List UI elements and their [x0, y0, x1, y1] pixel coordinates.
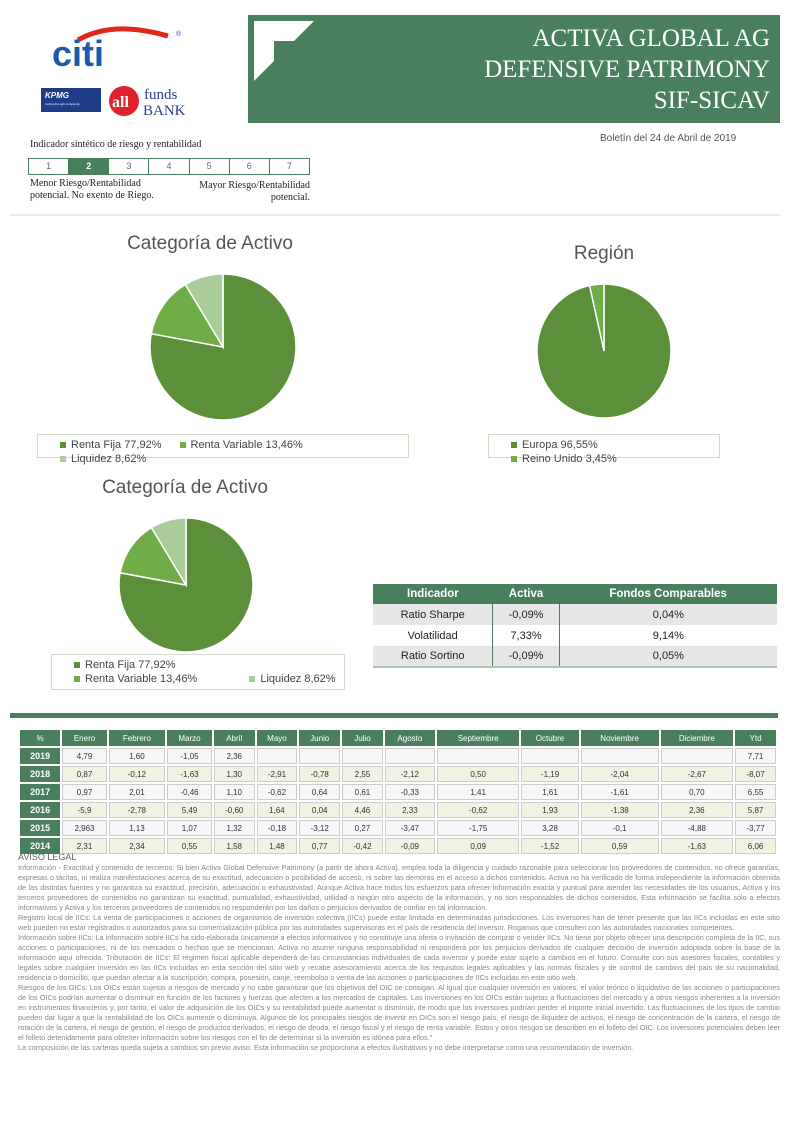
return-cell	[661, 748, 734, 764]
legal-title: AVISO LEGAL	[18, 852, 77, 862]
legend-label: Renta Variable 13,46%	[190, 439, 303, 451]
return-cell	[581, 748, 659, 764]
asset-category-legend	[37, 434, 409, 465]
return-cell: 5,87	[735, 802, 776, 818]
asset-category-pie	[148, 272, 298, 422]
separator-bar	[10, 713, 778, 718]
return-cell: 2,31	[62, 838, 106, 854]
legend-swatch	[74, 662, 80, 668]
legend-item-liquidez	[249, 673, 335, 685]
return-cell: 1,60	[109, 748, 165, 764]
return-cell: 2,33	[385, 802, 435, 818]
return-cell: 0,87	[62, 766, 106, 782]
chart-region-title: Región	[573, 243, 635, 264]
return-cell: -0,12	[109, 766, 165, 782]
return-cell	[342, 748, 383, 764]
ratio-name: Ratio Sharpe	[373, 604, 493, 625]
return-cell: -1,63	[167, 766, 212, 782]
return-cell: -5,9	[62, 802, 106, 818]
legend-item-renta-fija	[74, 659, 176, 671]
return-cell: -1,52	[521, 838, 578, 854]
legend-item-europa	[511, 439, 598, 451]
legend-label: Renta Fija 77,92%	[85, 659, 176, 671]
return-cell	[437, 748, 519, 764]
fund-title	[484, 23, 770, 116]
legend-swatch	[511, 442, 517, 448]
return-cell: 4,46	[342, 802, 383, 818]
header-month: Marzo	[167, 730, 212, 746]
return-cell: 1,64	[257, 802, 298, 818]
return-cell: 0,77	[299, 838, 340, 854]
legend-swatch	[180, 442, 186, 448]
return-cell: 1,13	[109, 820, 165, 836]
legend-item-liquidez	[60, 453, 146, 465]
year-cell: 2015	[20, 820, 60, 836]
legal-paragraph: Registro local de IICs: La venta de participaciones o acciones de organismos de inversión colectiva (IICs) puede estar limitada en determinadas jurisdicciones. Los inversores han de tener presente que las IICs incluidas en este sitio web pueden no estar registrados o autorizados para su comercialización pública por las autoridades supervisoras en el país de residencia del inversor. Rogamos que consulten con las autoridades nacionales competentes.	[18, 913, 780, 932]
ratios-table	[373, 584, 777, 668]
header-month: Enero	[62, 730, 106, 746]
return-cell: 1,61	[521, 784, 578, 800]
legend-label: Renta Variable 13,46%	[85, 673, 198, 685]
legend-swatch	[60, 456, 66, 462]
legend-swatch	[60, 442, 66, 448]
header-month: Ytd	[735, 730, 776, 746]
return-cell: 0,61	[342, 784, 383, 800]
risk-low-text	[30, 178, 154, 202]
return-cell: 1,41	[437, 784, 519, 800]
header-month: Octubre	[521, 730, 578, 746]
header-percent: %	[20, 730, 60, 746]
header-month: Febrero	[109, 730, 165, 746]
citi-logo	[48, 22, 188, 72]
year-cell: 2014	[20, 838, 60, 854]
legal-paragraph: Riesgos de los OICs: Los OICs están sujetos a riesgos de mercado y no cabe garantizar que los objetivos del OIC se consigan. Al igual que cualquier inversión en valores, el valor teórico o liquidativo de las acciones o participaciones de los OICs podrían aumentar o disminuir en función de los factores y fuerzas que afecten a los mercados de capitales. Las inversiones en los OICs están sujetas a fluctuaciones del mercado y a otros riesgos inherentes a la inversión en instrumentos financieros y, por tanto, el valor de adquisición de los OICs y su rentabilidad puede aumentar o disminuir, de modo que los inversores podrían perder el importe inicial invertido. Las fluctuaciones de los tipos de cambio pueden dar lugar a que la rentabilidad de los OICs aumente o disminuya. Algunos de los principales riesgos de invertir en OICs son el riesgo país, el riesgo de iliquidez de activos, el riesgo de concentración de la cartera, el riesgo de rotación de la cartera, el riesgo de gestión, el riesgo de productos derivados, el riesgo de deuda, el riesgo fiscal y el riesgo de renta variable. Estos y otros riesgos se describen en el folleto del OIC. Los inversores potenciales deben leer el folleto detenidamente para obtener información sobre los riesgos con el fin de determinar si la inversión es idónea para ellos."	[18, 983, 780, 1042]
year-cell: 2017	[20, 784, 60, 800]
return-cell: 2,963	[62, 820, 106, 836]
risk-high-text	[190, 180, 310, 204]
header-month: Abril	[214, 730, 255, 746]
title-line-2: DEFENSIVE PATRIMONY	[484, 56, 770, 83]
legal-paragraph: Información sobre IICs: La información sobre IICs ha sido elaborada únicamente a efectos informativos y no constituye una oferta o invitación de comprar o vender IICs. No tiene por objeto ofrecer una descripción completa de la IIC, sus acciones o participaciones, ni de los mercados o hechos que se mencionan. Activa no asume ninguna responsabilidad ni responderá por los perjuicios derivados de cualquier decisión de inversión adoptada sobre la base de la información aquí ofrecida. Tributación de IICs: El régimen fiscal aplicable dependerá de las circunstancias individuales de cada inversor y puede estar sujeto a cambios en el futuro. Consulte con sus asesores fiscales, contables y legales sobre cualquier inversión en las IICs incluidas en esta sección del sitio web y recabe asesoramiento acerca de los requisitos legales aplicables y las normas fiscales y de control de cambios del país de su nacionalidad, residencia o domicilio, que puedan afectar a la suscripción, compra, posesión, canje, reembolso o venta de las acciones o participaciones de IICs incluidas en este sitio web.	[18, 933, 780, 982]
ratio-activa: -0,09%	[493, 604, 559, 625]
ratio-name: Ratio Sortino	[373, 646, 493, 667]
header-month: Mayo	[257, 730, 298, 746]
ratio-name: Volatilidad	[407, 629, 458, 642]
ratio-activa: 7,33%	[493, 625, 559, 646]
risk-scale	[28, 158, 310, 175]
citi-wordmark: citi	[52, 33, 105, 72]
return-cell: -1,61	[581, 784, 659, 800]
return-cell: 0,59	[581, 838, 659, 854]
ratio-comparables: 0,05%	[559, 646, 777, 667]
return-cell: 7,71	[735, 748, 776, 764]
risk-indicator-label: Indicador sintético de riesgo y rentabilidad	[30, 139, 202, 150]
chart-asset-title-2: Categoría de Activo	[102, 477, 268, 498]
return-cell: -2,91	[257, 766, 298, 782]
table-row	[373, 604, 777, 625]
return-cell: 0,04	[299, 802, 340, 818]
kpmg-logo	[41, 88, 101, 112]
legend-label: Liquidez 8,62%	[260, 673, 336, 685]
header-banner	[248, 15, 780, 123]
return-cell: 0,09	[437, 838, 519, 854]
ratios-header-indicator: Indicador	[373, 584, 493, 604]
return-cell: 6,55	[735, 784, 776, 800]
legend-label: Liquidez 8,62%	[71, 453, 147, 465]
ratio-comparables: 9,14%	[559, 625, 777, 646]
return-cell	[257, 748, 298, 764]
return-cell: 2,36	[214, 748, 255, 764]
return-cell: -3,12	[299, 820, 340, 836]
return-cell: -0,78	[299, 766, 340, 782]
return-cell: 6,06	[735, 838, 776, 854]
ratio-comparables: 0,04%	[559, 604, 777, 625]
risk-level-4: 4	[149, 159, 189, 174]
risk-level-7: 7	[286, 161, 292, 171]
return-cell: -0,09	[385, 838, 435, 854]
return-cell: 1,30	[214, 766, 255, 782]
separator-top	[10, 214, 780, 216]
risk-high-line-2: potencial.	[270, 192, 310, 203]
table-row	[20, 802, 776, 818]
allfunds-all: all	[112, 94, 129, 111]
return-cell: -8,07	[735, 766, 776, 782]
return-cell: -1,63	[661, 838, 734, 854]
return-cell: -3,47	[385, 820, 435, 836]
corner-logo-icon	[254, 21, 314, 81]
bulletin-date: Boletín del 24 de Abril de 2019	[600, 133, 737, 144]
header-month: Diciembre	[661, 730, 734, 746]
return-cell: -0,62	[257, 784, 298, 800]
legend-item-renta-variable	[180, 439, 303, 451]
return-cell: -0,18	[257, 820, 298, 836]
return-cell: 0,64	[299, 784, 340, 800]
return-cell: 0,97	[62, 784, 106, 800]
return-cell: -1,75	[437, 820, 519, 836]
ratios-header-activa: Activa	[493, 584, 559, 604]
ratios-header-comparables: Fondos Comparables	[559, 584, 777, 604]
risk-low-line-1: Menor Riesgo/Rentabilidad	[30, 178, 141, 189]
legend-swatch	[74, 676, 80, 682]
return-cell: -1,38	[581, 802, 659, 818]
table-row	[20, 766, 776, 782]
allfunds-bank: BANK	[143, 103, 186, 118]
return-cell: -0,42	[342, 838, 383, 854]
legal-paragraph: Información - Exactitud y contenido de terceros: Si bien Activa Global Defensive Patrimony (a partir de ahora Activa), emplea toda la diligencia y cuidado razonable para seleccionar los proveedores de contenidos, no ofrece garantías, expresas o tácitas, ni realiza manifestaciones acerca de su exactitud, adecuación o posibilidad de acceso, ni sobre las demoras en el acceso a dichos contenidos. Activa no ha verificado de forma independiente la información obtenida de las distintas fuentes y no garantiza su exactitud, precisión, adecuación o exhaustividad. Aunque Activa hace todos los esfuerzos para ofrecer información exacta y puntual para atender las necesidades de los usuarios, Activa y los terceros proveedores de contenidos no garantizan su exactitud, puntualidad, exhaustividad, utilidad o ningún otro aspecto de la información, y no son responsables de dichos contenidos. Esta información se facilita sólo a efectos informativos y Activa y los terceros proveedores de contenidos no responderán por los daños o perjuicios derivados de confiar en tal información.	[18, 863, 780, 912]
year-cell: 2019	[20, 748, 60, 764]
return-cell: 2,36	[661, 802, 734, 818]
svg-text:®: ®	[176, 31, 182, 38]
table-row	[373, 625, 777, 646]
table-row	[20, 784, 776, 800]
legend-item-reino-unido	[511, 453, 617, 465]
table-row	[373, 646, 777, 667]
return-cell: -0,62	[437, 802, 519, 818]
return-cell: 5,49	[167, 802, 212, 818]
return-cell: 1,48	[257, 838, 298, 854]
legend-label: Reino Unido 3,45%	[522, 453, 617, 465]
region-legend	[488, 434, 720, 465]
return-cell: 1,32	[214, 820, 255, 836]
allfunds-funds: funds	[144, 87, 178, 103]
risk-level-6: 6	[230, 159, 270, 174]
return-cell: -3,77	[735, 820, 776, 836]
return-cell: 4,79	[62, 748, 106, 764]
return-cell: 0,55	[167, 838, 212, 854]
header-month: Noviembre	[581, 730, 659, 746]
return-cell: -1,19	[521, 766, 578, 782]
monthly-header-row	[20, 730, 776, 746]
risk-level-1: 1	[29, 159, 69, 174]
legend-label: Europa 96,55%	[522, 439, 598, 451]
return-cell: 2,01	[109, 784, 165, 800]
return-cell	[521, 748, 578, 764]
monthly-returns-table	[18, 728, 778, 856]
year-cell: 2018	[20, 766, 60, 782]
return-cell: -0,60	[214, 802, 255, 818]
legend-swatch	[249, 676, 255, 682]
ratio-activa: -0,09%	[493, 646, 559, 667]
return-cell: -2,12	[385, 766, 435, 782]
return-cell: 1,07	[167, 820, 212, 836]
risk-high-line-1: Mayor Riesgo/Rentabilidad	[199, 180, 310, 191]
return-cell	[385, 748, 435, 764]
legend-item-renta-variable	[74, 673, 197, 685]
kpmg-tagline: cutting through complexity	[45, 102, 80, 106]
return-cell: -2,04	[581, 766, 659, 782]
legend-item-renta-fija	[60, 439, 162, 451]
header-month: Julio	[342, 730, 383, 746]
return-cell: -2,67	[661, 766, 734, 782]
legal-paragraph: La composición de las carteras queda sujeta a cambios sin previo aviso. Esta información se proporciona a efectos ilustrativos y no debe interpretarse como una recomendación de inversión.	[18, 1043, 634, 1052]
return-cell: 0,27	[342, 820, 383, 836]
title-line-1: ACTIVA GLOBAL AG	[532, 25, 770, 52]
return-cell	[299, 748, 340, 764]
kpmg-wordmark: KPMG	[45, 91, 69, 100]
asset-category-legend-2	[51, 654, 345, 690]
return-cell: 3,28	[521, 820, 578, 836]
return-cell: -4,88	[661, 820, 734, 836]
table-row	[20, 820, 776, 836]
return-cell: 1,58	[214, 838, 255, 854]
table-row	[20, 748, 776, 764]
risk-level-5: 5	[190, 159, 230, 174]
legend-swatch	[511, 456, 517, 462]
return-cell: 0,50	[437, 766, 519, 782]
header-month: Septiembre	[437, 730, 519, 746]
return-cell: 2,34	[109, 838, 165, 854]
year-cell: 2016	[20, 802, 60, 818]
region-pie	[535, 282, 673, 420]
risk-level-3: 3	[109, 159, 149, 174]
title-line-3: SIF-SICAV	[653, 87, 770, 114]
allfunds-logo	[108, 84, 208, 118]
return-cell: 0,70	[661, 784, 734, 800]
return-cell: -1,05	[167, 748, 212, 764]
return-cell: -0,1	[581, 820, 659, 836]
return-cell: -0,33	[385, 784, 435, 800]
asset-category-pie-2	[117, 516, 255, 654]
chart-asset-title: Categoría de Activo	[127, 233, 293, 254]
return-cell: 2,55	[342, 766, 383, 782]
return-cell: -2,78	[109, 802, 165, 818]
legend-label: Renta Fija 77,92%	[71, 439, 162, 451]
header-month: Agosto	[385, 730, 435, 746]
risk-level-2: 2	[69, 159, 109, 174]
return-cell: 1,10	[214, 784, 255, 800]
return-cell: -0,46	[167, 784, 212, 800]
header-month: Junio	[299, 730, 340, 746]
risk-low-line-2: potencial. No exento de Riego.	[30, 190, 154, 201]
legal-notice	[18, 852, 780, 1053]
return-cell: 1,93	[521, 802, 578, 818]
